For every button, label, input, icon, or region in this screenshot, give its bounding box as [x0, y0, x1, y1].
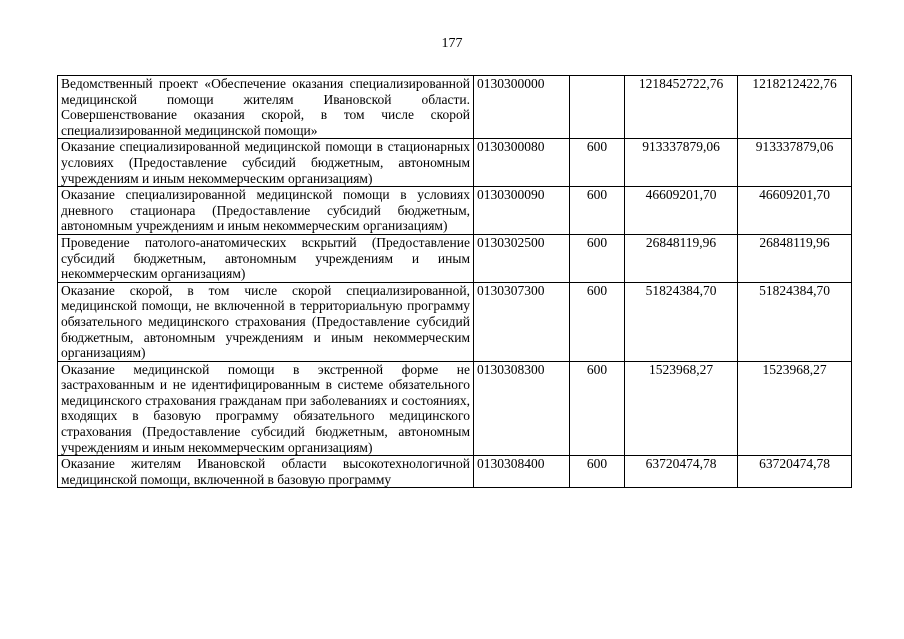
budget-table	[57, 75, 852, 488]
row-sum-1: 1523968,27	[625, 361, 738, 456]
row-sum-2: 63720474,78	[738, 456, 852, 488]
row-sum-2: 1218212422,76	[738, 76, 852, 139]
row-name: Проведение патолого-анатомических вскрытий (Предоставление субсидий бюджетным, автономным учреждениям и иным некоммерческим организациям)	[58, 234, 474, 282]
row-expense-type: 600	[570, 234, 625, 282]
table-row	[58, 361, 852, 456]
row-expense-type: 600	[570, 282, 625, 361]
row-target-code: 0130308400	[474, 456, 570, 488]
row-target-code: 0130307300	[474, 282, 570, 361]
row-name: Оказание скорой, в том числе скорой специализированной, медицинской помощи, не включенной в территориальную программу обязательного медицинского страхования (Предоставление субсидий бюджетным, автономным учреждениям и иным некоммерческим организациям)	[58, 282, 474, 361]
row-sum-2: 26848119,96	[738, 234, 852, 282]
row-sum-1: 46609201,70	[625, 187, 738, 235]
row-expense-type: 600	[570, 361, 625, 456]
row-target-code: 0130300000	[474, 76, 570, 139]
row-sum-1: 26848119,96	[625, 234, 738, 282]
row-sum-2: 51824384,70	[738, 282, 852, 361]
row-sum-2: 913337879,06	[738, 139, 852, 187]
table-row	[58, 282, 852, 361]
row-name: Ведомственный проект «Обеспечение оказания специализированной медицинской помощи жителям Ивановской области. Совершенствование оказания скорой, в том числе скорой специализированной медицинской помощи»	[58, 76, 474, 139]
table-row	[58, 76, 852, 139]
table-row	[58, 234, 852, 282]
row-name: Оказание специализированной медицинской помощи в стационарных условиях (Предоставление субсидий бюджетным, автономным учреждениям и иным некоммерческим организациям)	[58, 139, 474, 187]
row-sum-1: 63720474,78	[625, 456, 738, 488]
row-target-code: 0130308300	[474, 361, 570, 456]
row-sum-1: 1218452722,76	[625, 76, 738, 139]
table-row	[58, 187, 852, 235]
row-target-code: 0130300090	[474, 187, 570, 235]
row-target-code: 0130300080	[474, 139, 570, 187]
table-row	[58, 456, 852, 488]
row-target-code: 0130302500	[474, 234, 570, 282]
row-sum-1: 913337879,06	[625, 139, 738, 187]
table-row	[58, 139, 852, 187]
page-number: 177	[441, 36, 463, 51]
row-expense-type: 600	[570, 456, 625, 488]
row-name: Оказание медицинской помощи в экстренной форме не застрахованным и не идентифицированным в системе обязательного медицинского страхования гражданам при заболеваниях и состояниях, входящих в базовую программу обязательного медицинского страхования (Предоставление субсидий бюджетным, автономным учреждениям и иным некоммерческим организациям)	[58, 361, 474, 456]
row-sum-1: 51824384,70	[625, 282, 738, 361]
row-expense-type	[570, 76, 625, 139]
row-sum-2: 46609201,70	[738, 187, 852, 235]
row-sum-2: 1523968,27	[738, 361, 852, 456]
row-expense-type: 600	[570, 187, 625, 235]
row-name: Оказание жителям Ивановской области высокотехнологичной медицинской помощи, включенной в базовую программу	[58, 456, 474, 488]
row-name: Оказание специализированной медицинской помощи в условиях дневного стационара (Предоставление субсидий бюджетным, автономным учреждениям и иным некоммерческим организациям)	[58, 187, 474, 235]
row-expense-type: 600	[570, 139, 625, 187]
